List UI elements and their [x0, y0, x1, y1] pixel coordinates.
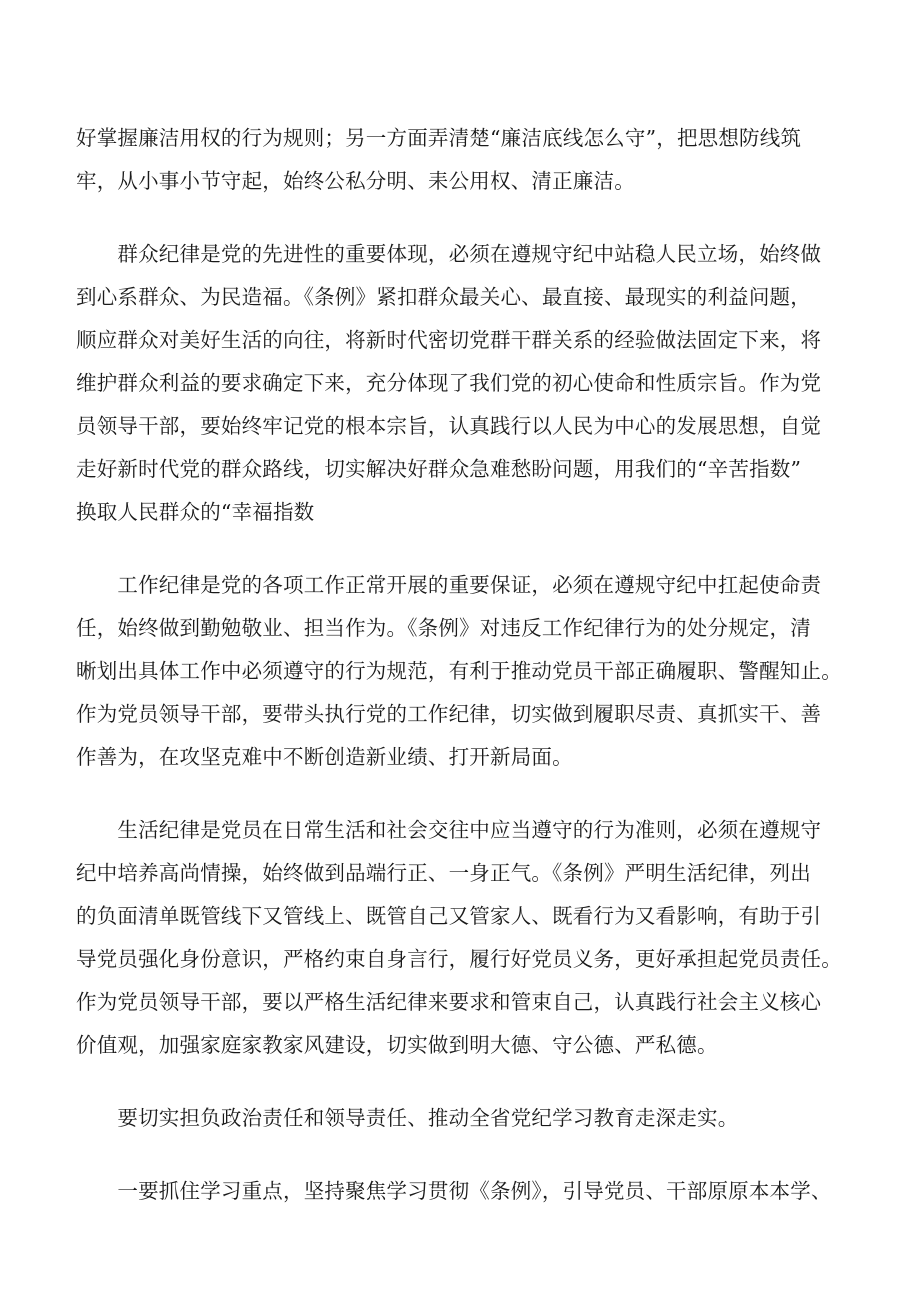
paragraph-3: 工作纪律是党的各项工作正常开展的重要保证，必须在遵规守纪中扛起使命责 任，始终做到勤勉敬业、担当作为。《条例》对违反工作纪律行为的处分规定，清 晰划出具体工作中必须遵守的行为规范，有利于推动党员干部正确履职、警醒知止。 作为党员领导干部，要带头执行党的工作纪律，切实做到履职尽责、真抓实干、善 作善为，在攻坚克难中不断创造新业绩、打开新局面。	[76, 573, 842, 769]
document-body	[76, 117, 872, 1213]
paragraph-2: 群众纪律是党的先进性的重要体现，必须在遵规守纪中站稳人民立场，始终做 到心系群众、为民造福。《条例》紧扣群众最关心、最直接、最现实的利益问题， 顺应群众对美好生活的向往，将新时代密切党群干群关系的经验做法固定下来，将 维护群众利益的要求确定下来，充分体现了我们党的初心使命和性质宗旨。作为党 员领导干部，要始终牢记党的根本宗旨，认真践行以人民为中心的发展思想，自觉 走好新时代党的群众路线，切实解决好群众急难愁盼问题，用我们的“辛苦指数” 换取人民群众的“幸福指数	[76, 242, 822, 524]
paragraph-6: 一要抓住学习重点，坚持聚焦学习贯彻《条例》，引导党员、干部原原本本学、	[76, 1179, 832, 1203]
paragraph-4: 生活纪律是党员在日常生活和社会交往中应当遵守的行为准则，必须在遵规守 纪中培养高尚情操，始终做到品端行正、一身正气。《条例》严明生活纪律，列出 的负面清单既管线下又管线上、既管自己又管家人、既看行为又看影响，有助于引 导党员强化身份意识，严格约束自身言行，履行好党员义务，更好承担起党员责任。 作为党员领导干部，要以严格生活纪律来要求和管束自己，认真践行社会主义核心 价值观，加强家庭家教家风建设，切实做到明大德、守公德、严私德。	[76, 818, 842, 1057]
paragraph-5: 要切实担负政治责任和领导责任、推动全省党纪学习教育走深走实。	[76, 1106, 739, 1130]
paragraph-1: 好掌握廉洁用权的行为规则；另一方面弄清楚“廉洁底线怎么守”，把思想防线筑 牢，从小事小节守起，始终公私分明、耒公用权、清正廉洁。	[76, 126, 802, 193]
